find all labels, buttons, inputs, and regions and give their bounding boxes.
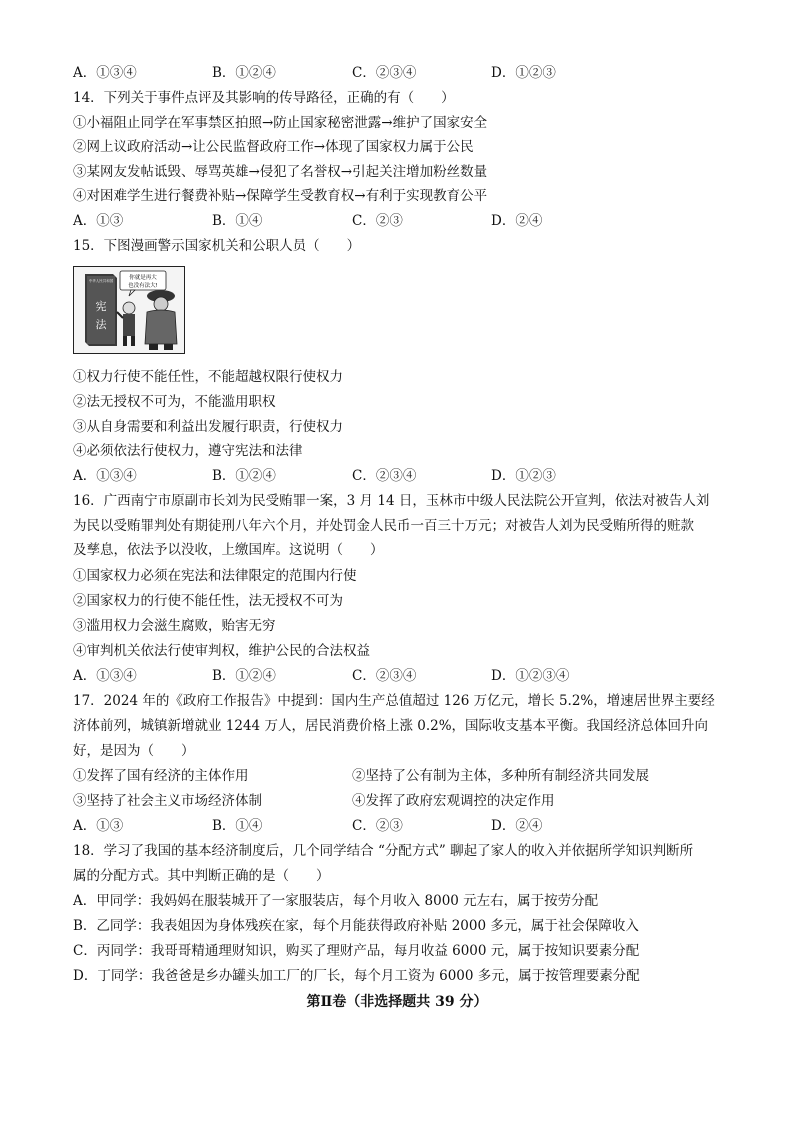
q14-options [73,212,723,230]
q16-stem-line-2: 为民以受贿罪判处有期徒刑八年六个月，并处罚金人民币一百三十万元；对被告人刘为民受贿所得的赃款 [73,518,694,534]
q17-stem-line-2: 济体前列，城镇新增就业 1244 万人，居民消费价格上涨 0.2%，国际收支基本平衡。我国经济总体回升向 [73,718,709,734]
q17-item-4: ④发挥了政府宏观调控的决定作用 [352,793,555,809]
q15-stem: 15．下图漫画警示国家机关和公职人员（ ） [73,238,361,254]
q16-item-1: ①国家权力必须在宪法和法律限定的范围内行使 [73,568,357,584]
q16-stem-line-3: 及孳息，依法予以没收，上缴国库。这说明（ ） [73,542,384,558]
q17-options [73,817,723,835]
q17-item-2: ②坚持了公有制为主体，多种所有制经济共同发展 [352,768,649,784]
option-d[interactable]: D．①②③ [491,468,556,484]
q18-stem-line-1: 18．学习了我国的基本经济制度后，几个同学结合 “分配方式” 聊起了家人的收入并依据所学知识判断所 [73,843,694,859]
option-a[interactable]: A．①③④ [73,468,137,484]
book-char-2: 法 [95,318,107,331]
option-b[interactable]: B．①②④ [212,668,276,684]
q17-item-1: ①发挥了国有经济的主体作用 [73,768,249,784]
q18-stem-line-2: 属的分配方式。其中判断正确的是（ ） [73,868,330,884]
q14-item-1: ①小福阻止同学在军事禁区拍照→防止国家秘密泄露→维护了国家安全 [73,115,488,131]
option-a[interactable]: A．①③ [73,818,124,834]
q15-item-1: ①权力行使不能任性，不能超越权限行使权力 [73,369,343,385]
q16-item-4: ④审判机关依法行使审判权，维护公民的合法权益 [73,643,370,659]
q18-option-c[interactable]: C．丙同学：我哥哥精通理财知识，购买了理财产品，每月收益 6000 元，属于按知识要素分配 [73,943,640,959]
q18-option-a[interactable]: A．甲同学：我妈妈在服装城开了一家服装店，每个月收入 8000 元左右，属于按劳分配 [73,893,599,909]
q15-item-2: ②法无授权不可为，不能滥用职权 [73,394,276,410]
option-c[interactable]: C．②③④ [352,468,417,484]
q17-item-3: ③坚持了社会主义市场经济体制 [73,793,262,809]
constitution-cartoon [73,266,185,354]
q18-option-d[interactable]: D．丁同学：我爸爸是乡办罐头加工厂的厂长，每个月工资为 6000 多元，属于按管理要素分配 [73,968,640,984]
q15-item-3: ③从自身需要和利益出发履行职责，行使权力 [73,419,343,435]
q15-item-4: ④必须依法行使权力，遵守宪法和法律 [73,443,303,459]
bubble-line-2: 也没有法大! [128,283,158,289]
q18-option-b[interactable]: B．乙同学：我表姐因为身体残疾在家，每个月能获得政府补贴 2000 多元，属于社会保障收入 [73,918,639,934]
q14-item-2: ②网上议政府活动→让公民监督政府工作→体现了国家权力属于公民 [73,139,474,155]
q17-stem-line-3: 好，是因为（ ） [73,743,195,759]
q14-item-4: ④对困难学生进行餐费补贴→保障学生受教育权→有利于实现教育公平 [73,188,488,204]
section-2-title: 第Ⅱ卷（非选择题共 39 分） [306,994,488,1010]
option-d[interactable]: D．①②③ [491,65,556,81]
q17-items-row-2 [73,792,723,810]
option-b[interactable]: B．①④ [212,818,263,834]
q14-stem: 14．下列关于事件点评及其影响的传导路径，正确的有（ ） [73,90,455,106]
option-d[interactable]: D．②④ [491,213,543,229]
q14-item-3: ③某网友发帖诋毁、辱骂英雄→侵犯了名誉权→引起关注增加粉丝数量 [73,164,488,180]
q16-item-3: ③滥用权力会滋生腐败，贻害无穷 [73,618,276,634]
q15-options [73,467,723,485]
option-a[interactable]: A．①③④ [73,668,137,684]
q13-options [73,64,723,82]
option-a[interactable]: A．①③④ [73,65,137,81]
option-c[interactable]: C．②③ [352,818,403,834]
option-b[interactable]: B．①②④ [212,65,276,81]
option-a[interactable]: A．①③ [73,213,124,229]
q17-items-row-1 [73,767,723,785]
option-d[interactable]: D．①②③④ [491,668,570,684]
option-c[interactable]: C．②③ [352,213,403,229]
q17-stem-line-1: 17．2024 年的《政府工作报告》中提到：国内生产总值超过 126 万亿元，增长 5.2%，增速居世界主要经 [73,693,715,709]
option-c[interactable]: C．②③④ [352,65,417,81]
option-c[interactable]: C．②③④ [352,668,417,684]
q16-item-2: ②国家权力的行使不能任性，法无授权不可为 [73,593,343,609]
option-b[interactable]: B．①④ [212,213,263,229]
option-d[interactable]: D．②④ [491,818,543,834]
book-subtitle: 中华人民共和国 [88,279,114,283]
bubble-line-1: 你就是再大 [129,275,157,281]
q16-stem-line-1: 16．广西南宁市原副市长刘为民受贿罪一案，3 月 14 日，玉林市中级人民法院公开宣判，依法对被告人刘 [73,493,710,509]
book-char-1: 宪 [95,300,107,313]
option-b[interactable]: B．①②④ [212,468,276,484]
q16-options [73,667,723,685]
